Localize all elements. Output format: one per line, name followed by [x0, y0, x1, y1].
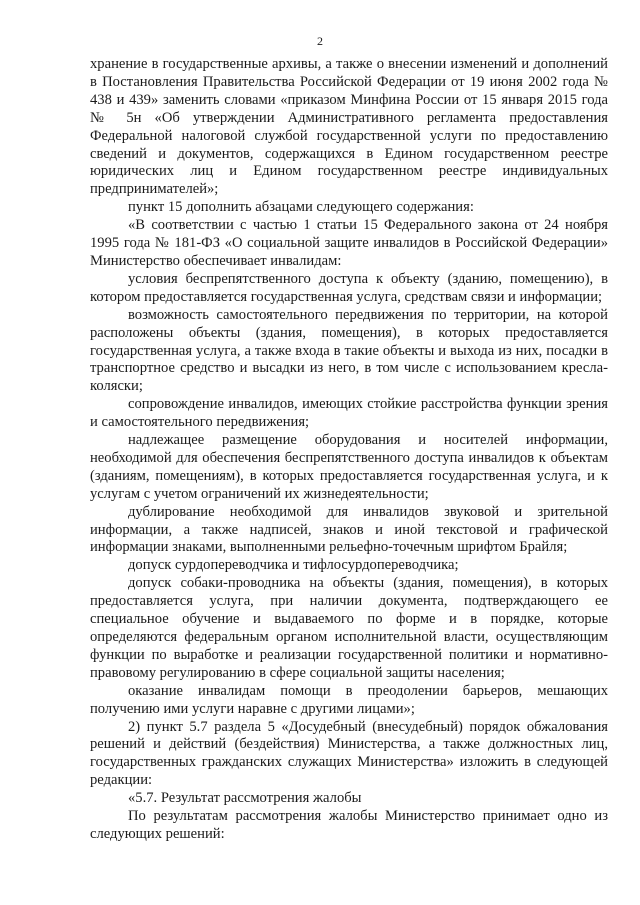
page-number: 2 [317, 34, 323, 48]
document-body [90, 56, 608, 844]
paragraph-movement: возможность самостоятельного передвижения по территории, на которой расположены объекты (здания, помещения), в которых предоставляется государственная услуга, а также входа в такие объекты и выхода из них, посадки в транспортное средство и высадки из него, в том числе с использованием кресла-коляски; [90, 306, 608, 395]
paragraph-access-conditions: условия беспрепятственного доступа к объекту (зданию, помещению), в котором предоставляется государственная услуга, средствам связи и информации; [90, 270, 608, 305]
paragraph-point-15-intro: пункт 15 дополнить абзацами следующего содержания: [128, 199, 474, 216]
paragraph-point-5-7: 2) пункт 5.7 раздела 5 «Досудебный (внесудебный) порядок обжалования решений и действий (бездействия) Министерства, а также должностных лиц, государственных гражданских служащих Министерства» изложить в следующей редакции: [90, 718, 608, 789]
paragraph-archives-continuation: хранение в государственные архивы, а также о внесении изменений и дополнений в Постановления Правительства Российской Федерации от 19 июня 2002 года № 438 и 439» заменить словами «приказом Минфина России от 15 января 2015 года № 5н «Об утверждении Административного регламента предоставления Федеральной налоговой службой государственной услуги по предоставлению сведений и документов, содержащихся в Едином государственном реестре юридических лиц и Едином государственном реестре индивидуальных предпринимателей»; [90, 56, 608, 198]
paragraph-sign-interpreter: допуск сурдопереводчика и тифлосурдопереводчика; [128, 557, 459, 574]
paragraph-federal-law: «В соответствии с частью 1 статьи 15 Федерального закона от 24 ноября 1995 года № 181-ФЗ «О социальной защите инвалидов в Российской Федерации» Министерство обеспечивает инвалидам: [90, 217, 608, 269]
paragraph-guide-dog: допуск собаки-проводника на объекты (здания, помещения), в которых предоставляется услуга, при наличии документа, подтверждающего ее специальное обучение и выдаваемого по форме и в порядке, которые определяются федеральным органом исполнительной власти, осуществляющим функции по выработке и реализации государственной политики и нормативно-правовому регулированию в сфере социальной защиты населения; [90, 575, 608, 681]
paragraph-complaint-result: По результатам рассмотрения жалобы Министерство принимает одно из следующих решений: [90, 808, 608, 842]
paragraph-equipment-placement: надлежащее размещение оборудования и носителей информации, необходимой для обеспечения беспрепятственного доступа инвалидов к объектам (зданиям, помещениям), в которых предоставляется государственная услуга, и к услугам с учетом ограничений их жизнедеятельности; [90, 432, 608, 502]
paragraph-escort: сопровождение инвалидов, имеющих стойкие расстройства функции зрения и самостоятельного передвижения; [90, 396, 608, 431]
paragraph-assistance: оказание инвалидам помощи в преодолении барьеров, мешающих получению ими услуги наравне с другими лицами»; [90, 682, 608, 717]
paragraph-section-heading: «5.7. Результат рассмотрения жалобы [128, 790, 362, 807]
paragraph-duplication: дублирование необходимой для инвалидов звуковой и зрительной информации, а также надписей, знаков и иной текстовой и графической информации знаками, выполненными рельефно-точечным шрифтом Брайля; [90, 503, 608, 556]
